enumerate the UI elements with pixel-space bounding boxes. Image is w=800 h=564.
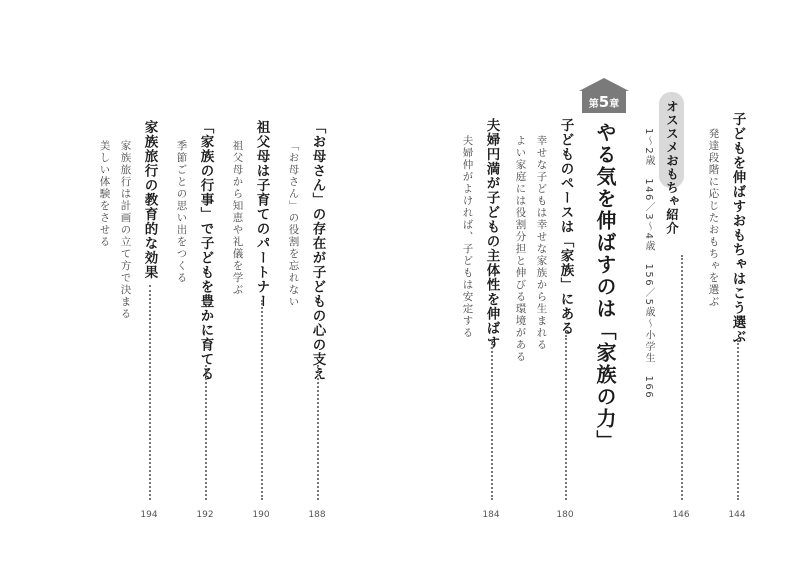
page-number: 190 [252, 510, 270, 520]
page-number: 184 [482, 510, 500, 520]
toc-entry-subheading: 「お母さん」の役割を忘れない [287, 140, 300, 308]
toc-entry-heading: オススメおもちゃ紹介 [664, 100, 680, 235]
toc-entry-subheading: よい家庭には役割分担と伸びる環境がある [514, 135, 527, 363]
toc-entry-subheading: 美しい体験をさせる [98, 140, 111, 248]
house-roof-icon [579, 78, 629, 91]
chapter-label-prefix: 第 [588, 99, 599, 110]
dot-leader [261, 300, 263, 500]
chapter-label-suffix: 章 [609, 99, 620, 110]
chapter-number-label [582, 91, 626, 113]
page-number: 180 [556, 510, 574, 520]
page-number: 192 [196, 510, 214, 520]
dot-leader [317, 365, 319, 500]
toc-entry-heading: 家族旅行の教育的な効果 [141, 120, 158, 280]
toc-entry-subheading: 夫婦仲がよければ、子どもは安定する [461, 135, 474, 339]
toc-entry-subheading: 祖父母から知恵や礼儀を学ぶ [231, 140, 244, 296]
page-number: 188 [308, 510, 326, 520]
chapter-title: やる気を伸ばすのは「家族の力」 [593, 122, 617, 452]
dot-leader [205, 365, 207, 500]
dot-leader [737, 340, 739, 500]
page-number: 146 [672, 510, 690, 520]
toc-entry-heading: 「お母さん」の存在が子どもの心の支え [309, 120, 326, 381]
toc-entry-heading: 「家族の行事」で子どもを豊かに育てる [197, 120, 214, 381]
toc-entry-heading: 子どもを伸ばすおもちゃはこう選ぶ [729, 112, 746, 344]
toc-entry-heading: 祖父母は子育てのパートナー [253, 120, 270, 309]
toc-entry-heading: 夫婦円満が子どもの主体性を伸ばす [483, 118, 500, 350]
page-number: 144 [728, 510, 746, 520]
toc-entry-subheading: 幸せな子どもは幸せな家族から生まれる [535, 135, 548, 351]
dot-leader [491, 340, 493, 500]
chapter-badge [579, 78, 629, 118]
chapter-number: 5 [598, 93, 610, 111]
toc-entry-subheading: 家族旅行は計画の立て方で決まる [119, 140, 132, 320]
toc-entry-subheading: 1〜2歳 146／3〜4歳 156／5歳〜小学生 166 [643, 128, 654, 400]
toc-entry-subheading: 発達段階に応じたおもちゃを選ぶ [707, 128, 720, 308]
dot-leader [149, 285, 151, 500]
dot-leader [681, 255, 683, 500]
dot-leader [565, 335, 567, 500]
page-number: 194 [140, 510, 158, 520]
toc-entry-subheading: 季節ごとの思い出をつくる [175, 140, 188, 284]
toc-entry-heading: 子どものペースは「家族」にある [557, 118, 574, 336]
